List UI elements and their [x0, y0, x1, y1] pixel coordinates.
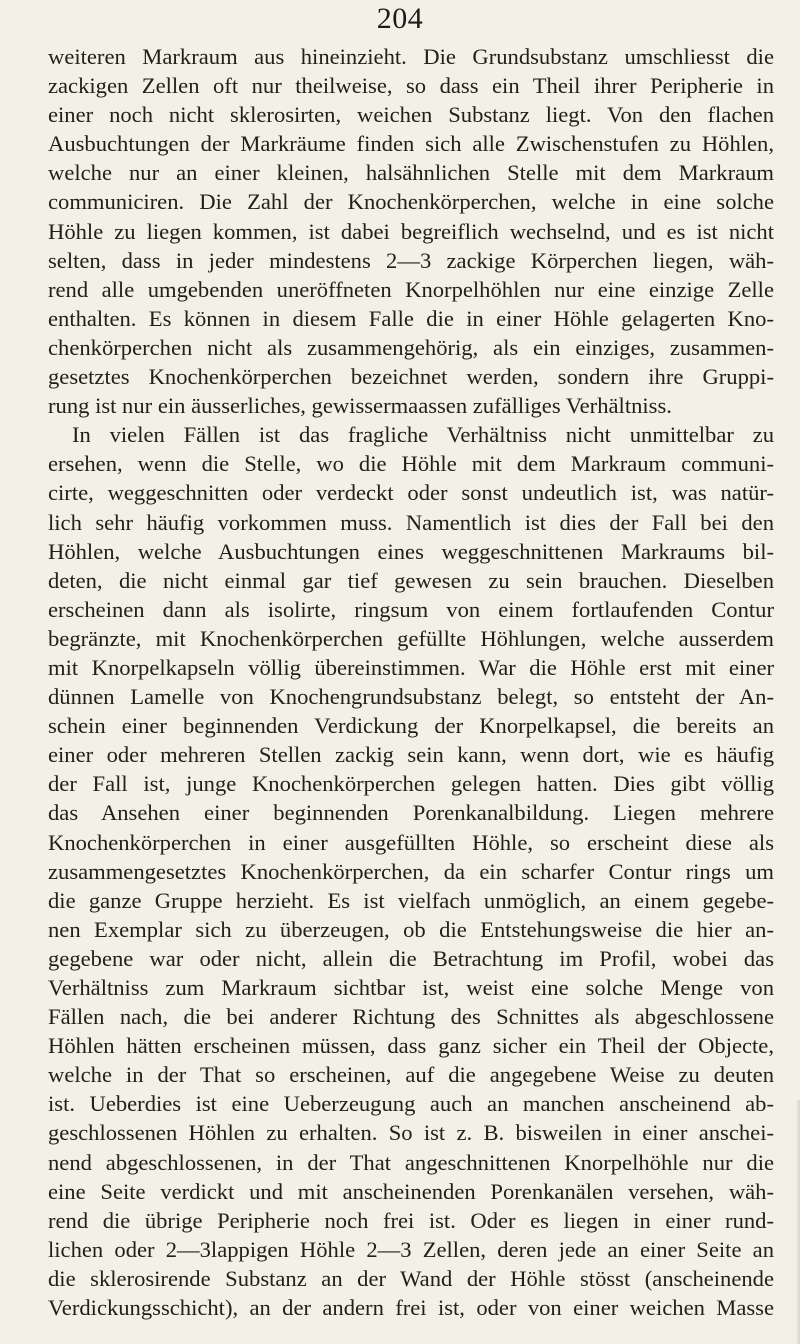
text-line: Fällen nach, die bei anderer Richtung des Schnittes als abgeschlossene: [48, 1004, 774, 1030]
text-line: mit Knorpelkapseln völlig übereinstimmen. War die Höhle erst mit einer: [48, 654, 774, 680]
text-line: enthalten. Es können in diesem Falle die in einer Höhle gelagerten Kno-: [48, 305, 774, 331]
text-line: nen Exemplar sich zu überzeugen, ob die Entstehungsweise die hier an-: [48, 916, 774, 942]
text-line: selten, dass in jeder mindestens 2—3 zackige Körperchen liegen, wäh-: [48, 247, 774, 273]
text-line: eine Seite verdickt und mit anscheinenden Porenkanälen versehen, wäh-: [48, 1178, 774, 1204]
text-line: einer noch nicht sklerosirten, weichen Substanz liegt. Von den flachen: [48, 102, 774, 128]
text-line: das Ansehen einer beginnenden Porenkanalbildung. Liegen mehrere: [48, 800, 774, 826]
page-edge-shadow: [796, 1100, 800, 1344]
text-line: Höhlen hätten erscheinen müssen, dass ganz sicher ein Theil der Objecte,: [48, 1033, 774, 1059]
text-line: ist. Ueberdies ist eine Ueberzeugung auch an manchen anscheinend ab-: [48, 1091, 774, 1117]
text-line: rend die übrige Peripherie noch frei ist. Oder es liegen in einer rund-: [48, 1207, 774, 1233]
text-line: Ausbuchtungen der Markräume finden sich alle Zwischenstufen zu Höhlen,: [48, 131, 774, 157]
body-text: [48, 42, 774, 1322]
text-line: zusammengesetztes Knochenkörperchen, da ein scharfer Contur rings um: [48, 858, 774, 884]
text-line: der Fall ist, junge Knochenkörperchen gelegen hatten. Dies gibt völlig: [48, 771, 774, 797]
text-line: Verdickungsschicht), an der andern frei ist, oder von einer weichen Masse: [48, 1295, 774, 1321]
paragraph-start-line: In vielen Fällen ist das fragliche Verhältniss nicht unmittelbar zu: [72, 422, 774, 448]
text-line: Höhlen, welche Ausbuchtungen eines weggeschnittenen Markraums bil-: [48, 538, 774, 564]
text-line: lichen oder 2—3lappigen Höhle 2—3 Zellen, deren jede an einer Seite an: [48, 1236, 774, 1262]
text-line: einer oder mehreren Stellen zackig sein kann, wenn dort, wie es häufig: [48, 742, 774, 768]
text-line: gesetztes Knochenkörperchen bezeichnet werden, sondern ihre Gruppi-: [48, 364, 774, 390]
text-line: communiciren. Die Zahl der Knochenkörperchen, welche in eine solche: [48, 189, 774, 215]
text-line: rend alle umgebenden uneröffneten Knorpelhöhlen nur eine einzige Zelle: [48, 276, 774, 302]
text-line: zackigen Zellen oft nur theilweise, so dass ein Theil ihrer Peripherie in: [48, 73, 774, 99]
text-line: erscheinen dann als isolirte, ringsum von einem fortlaufenden Contur: [48, 596, 774, 622]
text-line: geschlossenen Höhlen zu erhalten. So ist z. B. bisweilen in einer anschei-: [48, 1120, 774, 1146]
text-line: welche nur an einer kleinen, halsähnlichen Stelle mit dem Markraum: [48, 160, 774, 186]
page-number: 204: [376, 2, 424, 35]
text-line: deten, die nicht einmal gar tief gewesen zu sein brauchen. Dieselben: [48, 567, 774, 593]
text-line: nend abgeschlossenen, in der That angeschnittenen Knorpelhöhle nur die: [48, 1149, 774, 1175]
text-line: chenkörperchen nicht als zusammengehörig, als ein einziges, zusammen-: [48, 334, 774, 360]
text-line: die sklerosirende Substanz an der Wand der Höhle stösst (anscheinende: [48, 1265, 774, 1291]
text-line: gegebene war oder nicht, allein die Betrachtung im Profil, wobei das: [48, 945, 774, 971]
text-line: schein einer beginnenden Verdickung der Knorpelkapsel, die bereits an: [48, 713, 774, 739]
text-line: lich sehr häufig vorkommen muss. Namentlich ist dies der Fall bei den: [48, 509, 774, 535]
text-line: dünnen Lamelle von Knochengrundsubstanz belegt, so entsteht der An-: [48, 684, 774, 710]
text-line: cirte, weggeschnitten oder verdeckt oder sonst undeutlich ist, was natür-: [48, 480, 774, 506]
text-line: die ganze Gruppe herzieht. Es ist vielfach unmöglich, an einem gegebe-: [48, 887, 774, 913]
text-line: Höhle zu liegen kommen, ist dabei begreiflich wechselnd, und es ist nicht: [48, 218, 774, 244]
text-line: welche in der That so erscheinen, auf die angegebene Weise zu deuten: [48, 1062, 774, 1088]
text-line: weiteren Markraum aus hineinzieht. Die Grundsubstanz umschliesst die: [48, 44, 774, 69]
text-line: begränzte, mit Knochenkörperchen gefüllte Höhlungen, welche ausserdem: [48, 625, 774, 651]
text-line: rung ist nur ein äusserliches, gewissermaassen zufälliges Verhältniss.: [48, 393, 672, 419]
text-line: Verhältniss zum Markraum sichtbar ist, weist eine solche Menge von: [48, 975, 774, 1000]
text-line: ersehen, wenn die Stelle, wo die Höhle mit dem Markraum communi-: [48, 451, 774, 477]
text-line: Knochenkörperchen in einer ausgefüllten Höhle, so erscheint diese als: [48, 829, 774, 855]
